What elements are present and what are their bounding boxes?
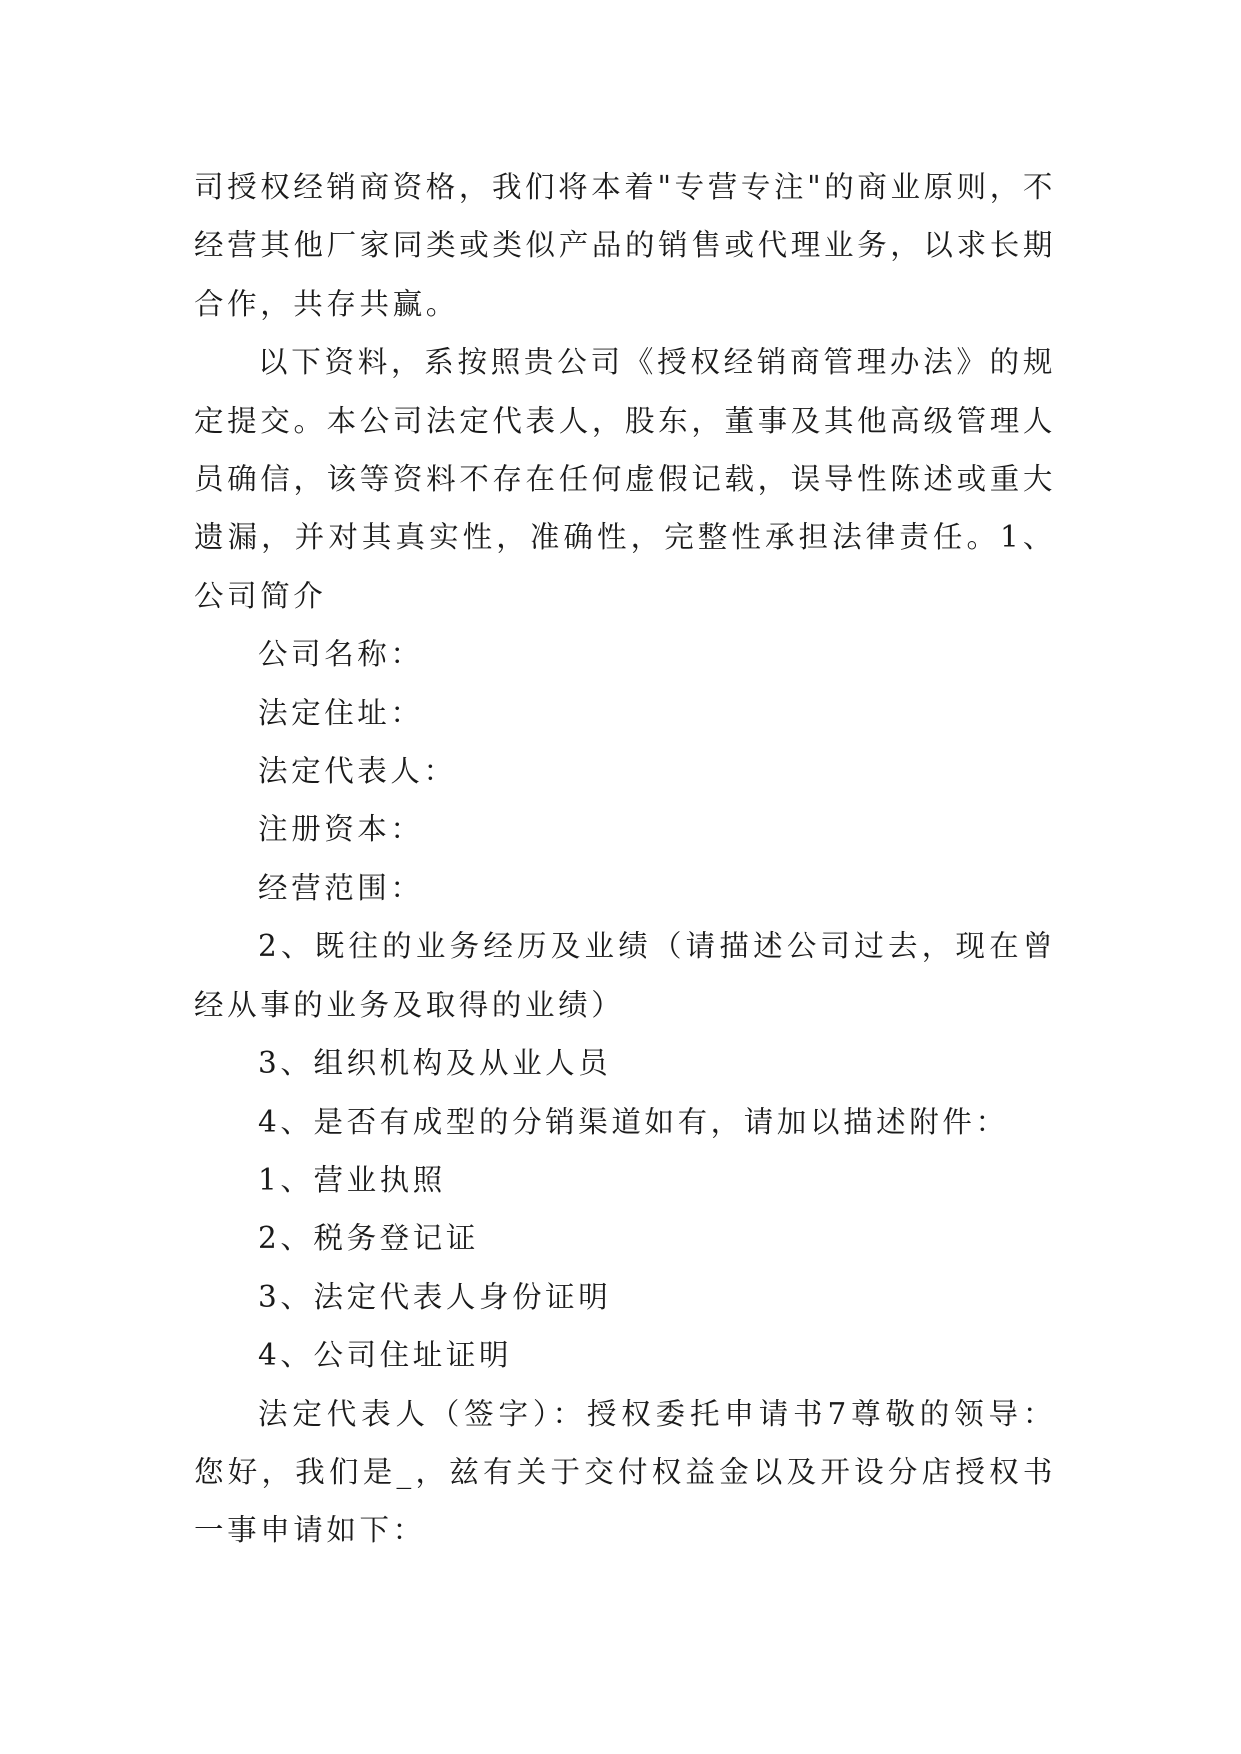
section-business-history: 2、既往的业务经历及业绩（请描述公司过去，现在曾经从事的业务及取得的业绩） <box>194 929 1056 1022</box>
field-legal-address: 法定住址： <box>258 695 424 730</box>
field-registered-capital: 注册资本： <box>258 812 424 847</box>
paragraph-signature-and-letter: 法定代表人（签字）：授权委托申请书7尊敬的领导：您好，我们是_，兹有关于交付权益金以及开设分店授权书一事申请如下： <box>194 1396 1056 1548</box>
attachment-representative-id: 3、法定代表人身份证明 <box>258 1279 612 1314</box>
paragraph-materials-statement: 以下资料，系按照贵公司《授权经销商管理办法》的规定提交。本公司法定代表人，股东，董事及其他高级管理人员确信，该等资料不存在任何虚假记载，误导性陈述或重大遗漏，并对其真实性，准确性，完整性承担法律责任。1、公司简介 <box>194 345 1056 613</box>
field-legal-representative: 法定代表人： <box>258 754 457 789</box>
attachment-tax-registration: 2、税务登记证 <box>258 1221 479 1256</box>
paragraph-intro-continuation: 司授权经销商资格，我们将本着"专营专注"的商业原则，不经营其他厂家同类或类似产品的销售或代理业务，以求长期合作，共存共赢。 <box>194 170 1056 321</box>
section-distribution-channels: 4、是否有成型的分销渠道如有，请加以描述附件： <box>258 1104 1009 1139</box>
field-company-name: 公司名称： <box>258 637 424 672</box>
section-organization: 3、组织机构及从业人员 <box>258 1046 612 1081</box>
attachment-business-license: 1、营业执照 <box>258 1162 446 1197</box>
document-body <box>194 158 1056 1560</box>
attachment-address-proof: 4、公司住址证明 <box>258 1338 513 1373</box>
field-business-scope: 经营范围： <box>258 870 424 905</box>
